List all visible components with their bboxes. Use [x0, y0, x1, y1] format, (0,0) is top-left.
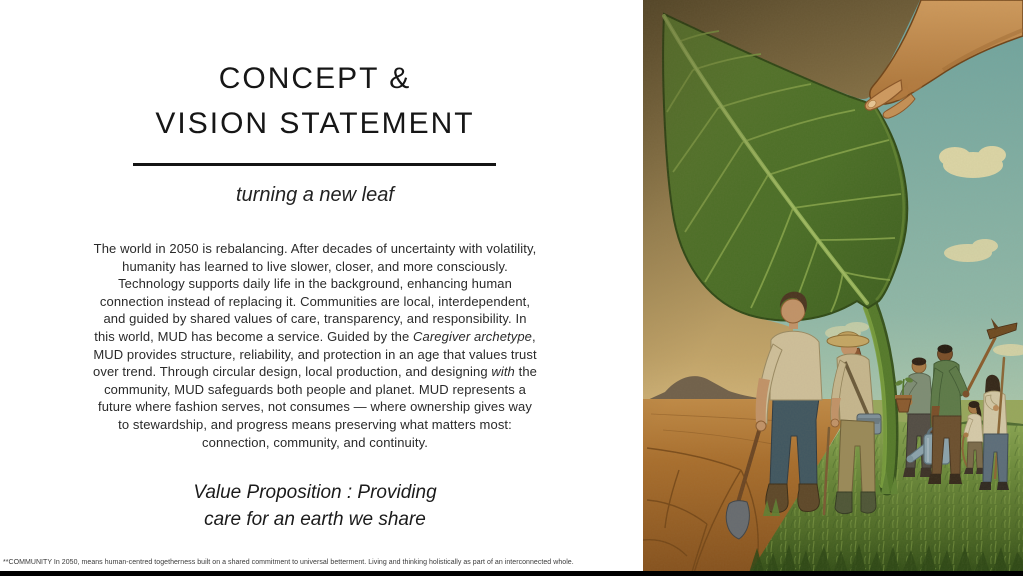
footnote: **COMMUNITY In 2050, means human-centred togetherness built on a shared commitment to universal betterment. Living and thinking holistically as part of an interconnected whole. [3, 559, 574, 566]
leaf-illustration [643, 0, 1023, 576]
title-line-2: VISION STATEMENT [155, 107, 475, 140]
value-proposition [0, 479, 630, 533]
page-title [0, 56, 630, 146]
value-proposition-line-2: care for an earth we share [204, 509, 426, 530]
film-grain [643, 0, 1023, 576]
bottom-black-bar [0, 571, 1023, 576]
body-paragraph: The world in 2050 is rebalancing. After decades of uncertainty with volatility, humanity has learned to live slower, closer, and more consciously. Technology supports daily life in the background, enhancing human connection instead of replacing it. Communities are local, interdependent, and guided by shared values of care, transparency, and responsibility. In this world, MUD has become a service. Guided by the Caregiver archetype, MUD provides structure, reliability, and protection in an age that values trust over trend. Through circular design, local production, and designing with the community, MUD safeguards both people and planet. MUD represents a future where fashion serves, not consumes — where ownership gives way to stewardship, and progress means preserving what matters most: connection, community, and continuity. [93, 241, 537, 450]
illustration-panel [643, 0, 1023, 576]
value-proposition-line-1: Value Proposition : Providing [193, 482, 437, 503]
title-line-1: CONCEPT & [218, 62, 412, 95]
title-underline [133, 163, 496, 166]
slide-subtitle: turning a new leaf [236, 184, 394, 206]
